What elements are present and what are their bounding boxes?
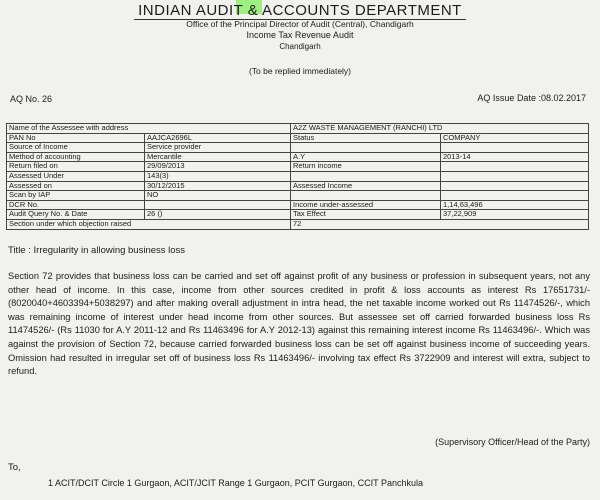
table-row [7, 191, 589, 201]
table-row [7, 152, 589, 162]
table-row [7, 171, 589, 181]
aq-issue-date: AQ Issue Date :08.02.2017 [477, 93, 586, 103]
section-label: Section under which objection raised [7, 219, 291, 229]
table-row [7, 210, 589, 220]
section-value: 72 [291, 219, 589, 229]
assessed-income-label: Assessed Income [291, 181, 441, 191]
to-label: To, [8, 462, 21, 473]
pan-label: PAN No [7, 133, 145, 143]
scrutiny-label: Scan by IAP [7, 191, 145, 201]
query-label: Audit Query No. & Date [7, 210, 145, 220]
assessee-label: Name of the Assessee with address [7, 124, 291, 134]
assessed-on-value: 30/12/2015 [145, 181, 291, 191]
return-income-value [441, 162, 589, 172]
table-row [7, 200, 589, 210]
dcr-label: DCR No. [7, 200, 145, 210]
unit-line: Income Tax Revenue Audit [246, 30, 354, 40]
ay-label: A.Y [291, 152, 441, 162]
aq-number: AQ No. 26 [10, 94, 53, 104]
department-heading: INDIAN AUDIT & ACCOUNTS DEPARTMENT [0, 2, 600, 19]
table-row [7, 219, 589, 229]
assessed-income-value [441, 181, 589, 191]
table-row [7, 133, 589, 143]
assessee-info-table [6, 123, 589, 230]
assessee-value: A2Z WASTE MANAGEMENT (RANCHI) LTD [291, 124, 589, 134]
source-label: Source of Income [7, 143, 145, 153]
method-value: Mercantile [145, 152, 291, 162]
city-line: Chandigarh [279, 42, 321, 51]
return-income-label: Return income [291, 162, 441, 172]
under-assessed-value: 1,14,63,496 [441, 200, 589, 210]
table-row [7, 143, 589, 153]
objection-body: Section 72 provides that business loss can be carried and set off against profit of any business or profession in subsequent years, not any other head of income. In this case, income from other sources credited in profit & loss accounts as interest Rs 17651731/- (8020040+4603394+5038297) and after making overall adjustment in intra head, the net taxable income worked out Rs 11474526/-, which was remaining income of interest under head income from other sources. But assessee set off carried forwarded business loss Rs 11474526/- (Rs 11030 for A.Y 2011-12 and Rs 11463496 for A.Y 2012-13) against this remaining interest income Rs 11463496/-. Which was against the provision of Section 72, because carried forwarded business loss can be set off against business income of succeeding years. Omission had resulted in irregular set off of business loss Rs 11463496/- involving tax effect Rs 3722909 and interest will extra, subject to refund. [8, 271, 590, 377]
scrutiny-value: NO [145, 191, 291, 201]
tax-effect-value: 37,22,909 [441, 210, 589, 220]
assessed-under-value: 143(3) [145, 171, 291, 181]
signature-line: (Supervisory Officer/Head of the Party) [435, 437, 590, 447]
objection-title: Title : Irregularity in allowing business loss [8, 245, 186, 256]
return-filed-label: Return filed on [7, 162, 145, 172]
table-row [7, 124, 589, 134]
assessed-on-label: Assessed on [7, 181, 145, 191]
return-filed-value: 29/09/2013 [145, 162, 291, 172]
assessed-under-label: Assessed Under [7, 171, 145, 181]
table-row [7, 181, 589, 191]
reply-note: (To be replied immediately) [248, 66, 352, 76]
status-value: COMPANY [441, 133, 589, 143]
status-label: Status [291, 133, 441, 143]
pan-value: AAJCA2696L [145, 133, 291, 143]
query-value: 26 () [145, 210, 291, 220]
method-label: Method of accounting [7, 152, 145, 162]
under-assessed-label: Income under-assessed [291, 200, 441, 210]
dcr-value [145, 200, 291, 210]
addressee-list: 1 ACIT/DCIT Circle 1 Gurgaon, ACIT/JCIT Range 1 Gurgaon, PCIT Gurgaon, CCIT Panchkula [48, 478, 423, 488]
office-line: Office of the Principal Director of Audit (Central), Chandigarh [186, 19, 414, 29]
source-value: Service provider [145, 143, 291, 153]
table-row [7, 162, 589, 172]
ay-value: 2013-14 [441, 152, 589, 162]
tax-effect-label: Tax Effect [291, 210, 441, 220]
